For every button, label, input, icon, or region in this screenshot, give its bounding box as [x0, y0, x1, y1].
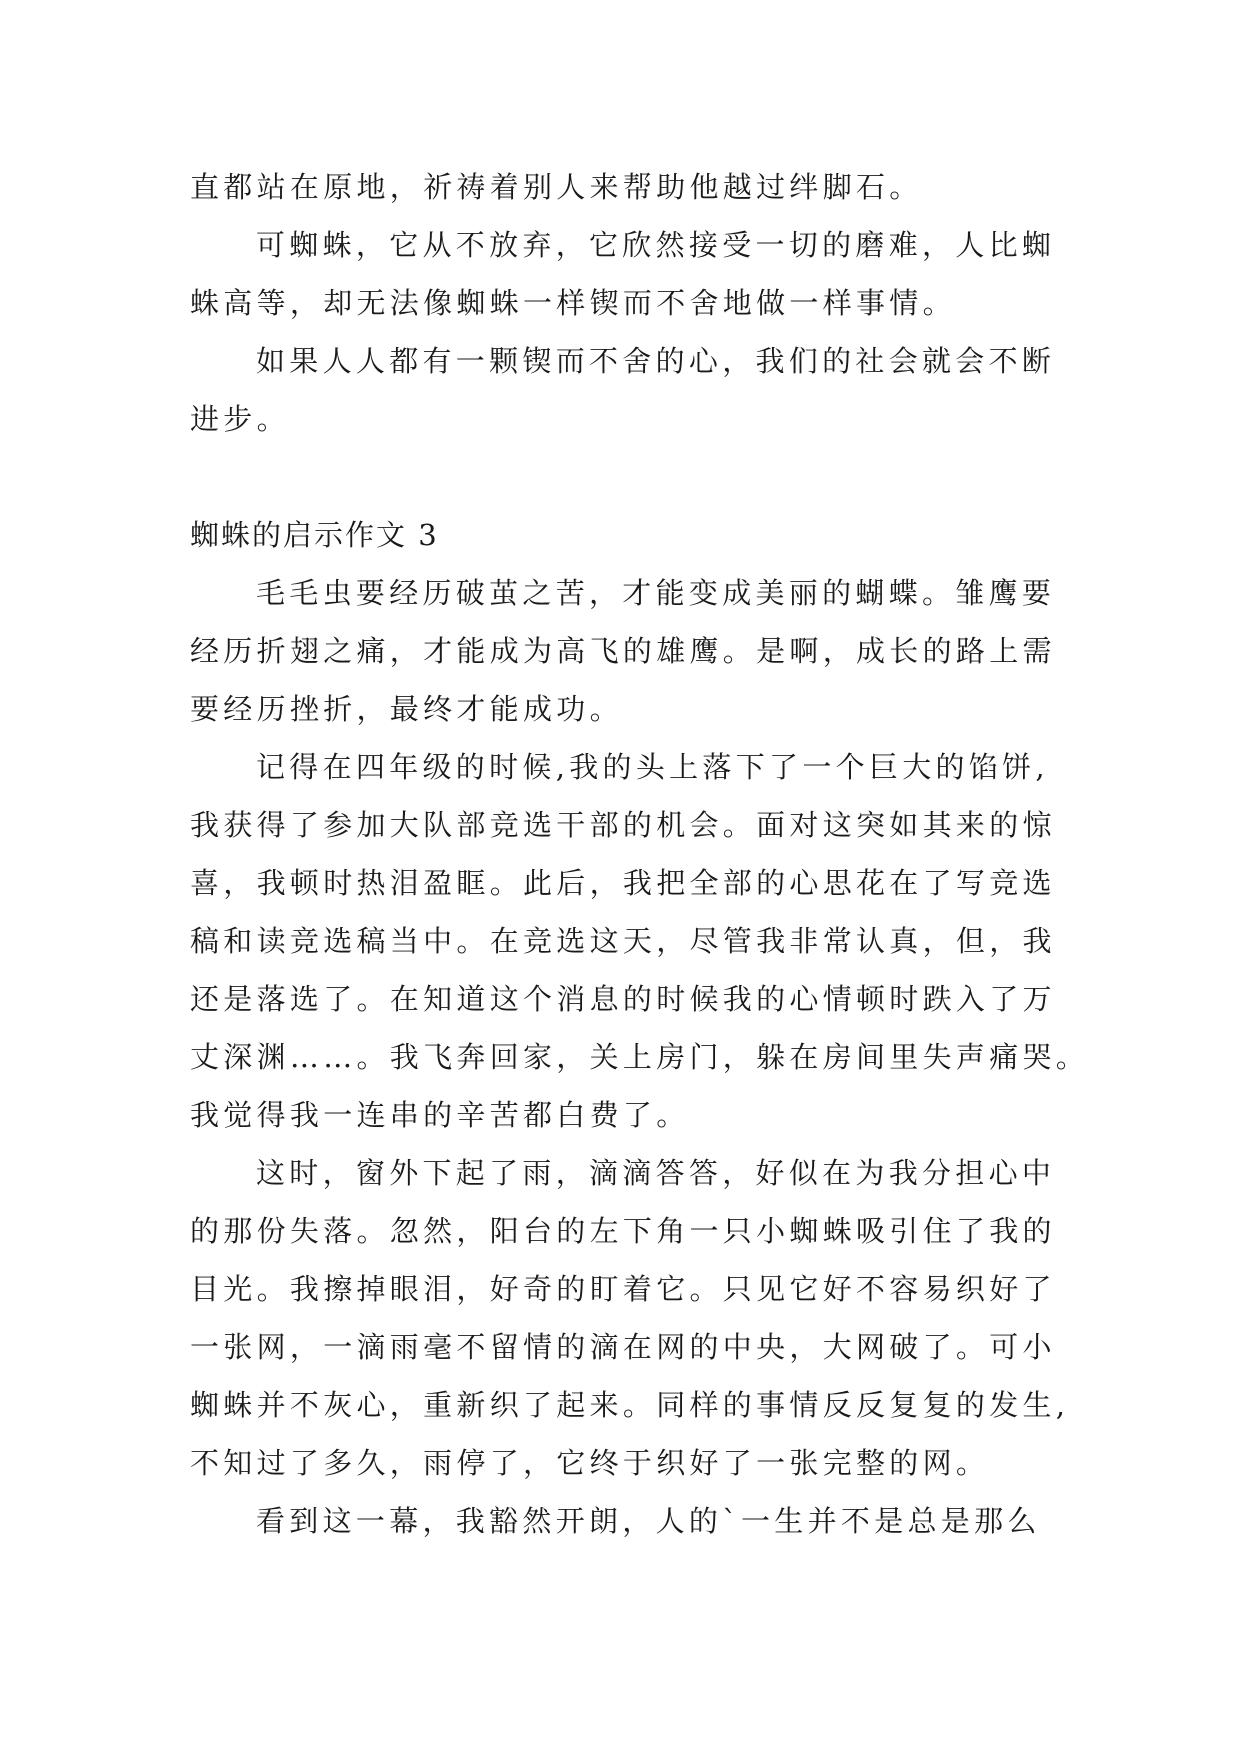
paragraph-5-line-2: 的那份失落。忽然，阳台的左下角一只小蜘蛛吸引住了我的 — [190, 1214, 1056, 1248]
paragraph-1-line-2: 蛛高等，却无法像蜘蛛一样锲而不舍地做一样事情。 — [190, 286, 956, 320]
paragraph-4-line-2: 我获得了参加大队部竞选干部的机会。面对这突如其来的惊 — [190, 808, 1056, 842]
paragraph-3-line-2: 经历折翅之痛，才能成为高飞的雄鹰。是啊，成长的路上需 — [190, 634, 1056, 668]
paragraph-1-line-1: 可蜘蛛，它从不放弃，它欣然接受一切的磨难，人比蜘 — [256, 228, 1056, 262]
paragraph-5-line-6: 不知过了多久，雨停了，它终于织好了一张完整的网。 — [190, 1446, 990, 1480]
paragraph-5-line-3: 目光。我擦掉眼泪，好奇的盯着它。只见它好不容易织好了 — [190, 1272, 1056, 1306]
paragraph-4-line-3: 喜，我顿时热泪盈眶。此后，我把全部的心思花在了写竞选 — [190, 866, 1056, 900]
paragraph-4-line-1: 记得在四年级的时候,我的头上落下了一个巨大的馅饼, — [256, 750, 1049, 784]
paragraph-6-line-1: 看到这一幕，我豁然开朗，人的`一生并不是总是那么 — [256, 1504, 1041, 1538]
paragraph-2-line-1: 如果人人都有一颗锲而不舍的心，我们的社会就会不断 — [256, 344, 1056, 378]
paragraph-2-line-2: 进步。 — [190, 402, 290, 436]
paragraph-5-line-4: 一张网，一滴雨毫不留情的滴在网的中央，大网破了。可小 — [190, 1330, 1056, 1364]
paragraph-4-line-4: 稿和读竞选稿当中。在竞选这天，尽管我非常认真，但，我 — [190, 924, 1056, 958]
paragraph-5-line-1: 这时，窗外下起了雨，滴滴答答，好似在为我分担心中 — [256, 1156, 1056, 1190]
paragraph-3-line-1: 毛毛虫要经历破茧之苦，才能变成美丽的蝴蝶。雏鹰要 — [256, 576, 1056, 610]
paragraph-3-line-3: 要经历挫折，最终才能成功。 — [190, 692, 623, 726]
paragraph-4-line-7: 我觉得我一连串的辛苦都白费了。 — [190, 1098, 690, 1132]
document-page — [190, 158, 1090, 1550]
paragraph-5-line-5: 蜘蛛并不灰心，重新织了起来。同样的事情反反复复的发生, — [190, 1388, 1070, 1422]
intro-line-1: 直都站在原地，祈祷着别人来帮助他越过绊脚石。 — [190, 170, 923, 204]
paragraph-4-line-5: 还是落选了。在知道这个消息的时候我的心情顿时跌入了万 — [190, 982, 1056, 1016]
paragraph-4-line-6: 丈深渊……。我飞奔回家，关上房门，躲在房间里失声痛哭。 — [190, 1040, 1090, 1074]
section-heading: 蜘蛛的启示作文 3 — [190, 518, 439, 552]
